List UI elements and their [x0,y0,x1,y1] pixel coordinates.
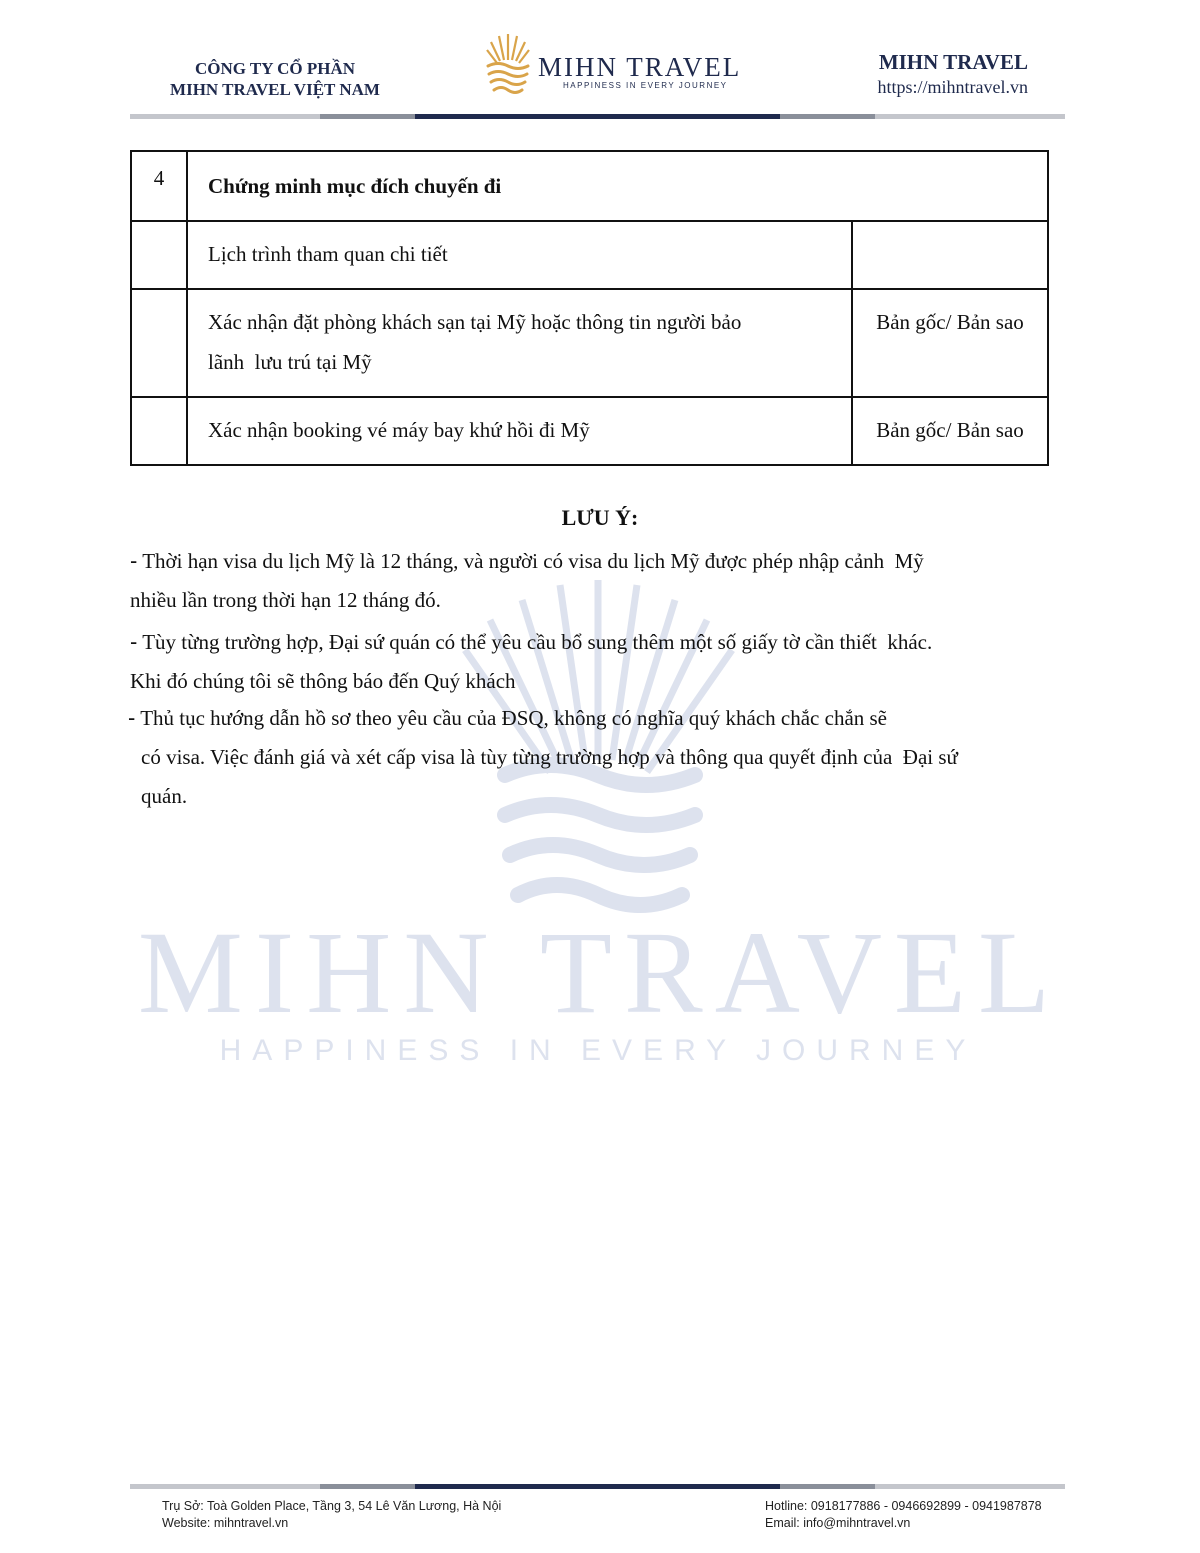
footer-right [765,1498,1042,1532]
note-dash: - [130,548,138,573]
logo-name: MIHN TRAVEL [538,52,742,82]
watermark-name: MIHN TRAVEL [137,907,1063,1038]
note-text: nhiều lần trong thời hạn 12 tháng đó. [130,588,441,612]
header-right [878,50,1029,98]
company-line1: CÔNG TY CỔ PHẦN [194,59,356,78]
logo-sun-icon [487,34,529,63]
document-table [130,150,1049,466]
logo-tagline: HAPPINESS IN EVERY JOURNEY [563,81,728,90]
note-text: quán. [141,784,188,808]
section-title: Chứng minh mục đích chuyến đi [187,151,1048,221]
row-type: Bản gốc/ Bản sao [852,397,1048,465]
note-text: Khi đó chúng tôi sẽ thông báo đến Quý khách [130,669,516,693]
note-item-2 [130,622,1060,701]
header-url[interactable]: https://mihntravel.vn [877,77,1028,97]
note-dash: - [130,629,138,654]
footer-email[interactable]: Email: info@mihntravel.vn [765,1516,911,1530]
header-brand: MIHN TRAVEL [878,50,1028,74]
note-item-3 [128,698,1063,816]
footer-divider [130,1484,1065,1489]
watermark-tagline: HAPPINESS IN EVERY JOURNEY [219,1034,977,1067]
company-line2: MIHN TRAVEL VIỆT NAM [170,80,380,99]
notes-title: LƯU Ý: [561,505,639,530]
footer-hotline: Hotline: 0918177886 - 0946692899 - 0941987878 [765,1499,1042,1513]
footer-website[interactable]: Website: mihntravel.vn [162,1516,289,1530]
company-name [130,58,420,100]
logo-waves-icon [488,64,528,93]
note-text: Tùy từng trường hợp, Đại sứ quán có thể yêu cầu bổ sung thêm một số giấy tờ cần thiết khác. [142,630,933,654]
footer-address: Trụ Sở: Toà Golden Place, Tầng 3, 54 Lê Văn Lương, Hà Nội [162,1499,502,1513]
row-description [187,289,852,397]
note-text: Thủ tục hướng dẫn hồ sơ theo yêu cầu của ĐSQ, không có nghĩa quý khách chắc chắn sẽ [140,706,888,730]
table-row [131,221,1048,289]
header-divider [130,114,1065,119]
section-number: 4 [131,151,187,221]
row-type [852,221,1048,289]
table-row [131,397,1048,465]
note-item-1 [130,541,1060,620]
note-dash: - [128,705,136,730]
row-description: Xác nhận booking vé máy bay khứ hồi đi Mỹ [187,397,852,465]
row-description-line2: lãnh lưu trú tại Mỹ [208,350,372,374]
note-text: Thời hạn visa du lịch Mỹ là 12 tháng, và người có visa du lịch Mỹ được phép nhập cảnh Mỹ [142,549,924,573]
table-row [131,289,1048,397]
row-description-line1: Xác nhận đặt phòng khách sạn tại Mỹ hoặc thông tin người bảo [208,310,742,334]
note-text: có visa. Việc đánh giá và xét cấp visa là tùy từng trường hợp và thông qua quyết định của Đại sứ [141,745,958,769]
row-type: Bản gốc/ Bản sao [852,289,1048,397]
footer-left [162,1498,501,1532]
row-description: Lịch trình tham quan chi tiết [187,221,852,289]
table-row [131,151,1048,221]
